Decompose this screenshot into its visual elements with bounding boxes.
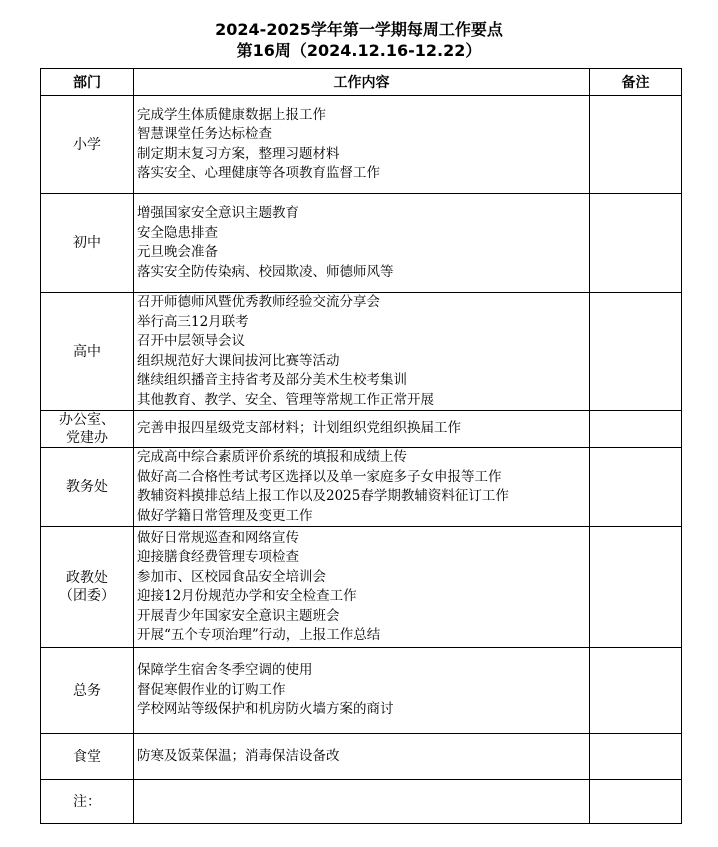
table-row bbox=[41, 194, 682, 293]
table-row bbox=[41, 448, 682, 527]
content-cell bbox=[134, 96, 590, 194]
work-item: 其他教育、教学、安全、管理等常规工作正常开展 bbox=[137, 391, 434, 408]
weekly-work-table bbox=[40, 68, 682, 824]
work-item: 开展“五个专项治理”行动，上报工作总结 bbox=[137, 627, 381, 643]
work-item: 召开中层领导会议 bbox=[137, 333, 245, 349]
dept-label: 总务 bbox=[73, 682, 101, 699]
dept-label: 办公室、 bbox=[59, 412, 115, 428]
content-cell bbox=[134, 293, 590, 411]
work-item: 召开师德师风暨优秀教师经验交流分享会 bbox=[137, 294, 380, 310]
work-item: 举行高三12月联考 bbox=[137, 313, 249, 330]
work-item: 教辅资料摸排总结上报工作以及2025春学期教辅资料征订工作 bbox=[137, 488, 509, 504]
work-item: 迎接12月份规范办学和安全检查工作 bbox=[137, 588, 357, 604]
work-item: 继续组织播音主持省考及部分美术生校考集训 bbox=[137, 372, 407, 388]
work-item: 督促寒假作业的订购工作 bbox=[137, 681, 286, 698]
work-item: 防寒及饭菜保温；消毒保洁设备改 bbox=[137, 747, 340, 764]
table-header-row bbox=[41, 69, 682, 96]
work-item: 做好日常规巡查和网络宣传 bbox=[137, 529, 299, 546]
note-cell bbox=[590, 194, 682, 293]
table-row bbox=[41, 411, 682, 448]
note-cell bbox=[590, 648, 682, 734]
header-content: 工作内容 bbox=[134, 69, 590, 96]
dept-label: 高中 bbox=[73, 343, 101, 360]
work-item: 完成学生体质健康数据上报工作 bbox=[137, 106, 326, 123]
dept-label: 初中 bbox=[73, 235, 101, 251]
content-cell bbox=[134, 734, 590, 780]
table-row bbox=[41, 96, 682, 194]
content-cell bbox=[134, 780, 590, 824]
dept-label: 政教处 bbox=[66, 570, 108, 586]
note-cell bbox=[590, 780, 682, 824]
note-cell bbox=[590, 411, 682, 448]
work-item: 安全隐患排查 bbox=[137, 224, 218, 241]
content-cell bbox=[134, 194, 590, 293]
content-cell bbox=[134, 448, 590, 527]
header-dept: 部门 bbox=[41, 69, 134, 96]
dept-cell bbox=[41, 734, 134, 780]
content-cell bbox=[134, 648, 590, 734]
dept-cell bbox=[41, 293, 134, 411]
dept-label: 小学 bbox=[73, 136, 101, 153]
work-item: 落实安全防传染病、校园欺凌、师德师风等 bbox=[137, 263, 394, 280]
work-item: 组织规范好大课间拔河比赛等活动 bbox=[137, 352, 340, 369]
week-subtitle: 第16周（2024.12.16-12.22） bbox=[236, 41, 482, 60]
work-item: 制定期末复习方案，整理习题材料 bbox=[137, 145, 340, 162]
note-cell bbox=[590, 96, 682, 194]
work-item: 学校网站等级保护和机房防火墙方案的商讨 bbox=[137, 701, 394, 718]
note-cell bbox=[590, 527, 682, 648]
dept-label: 教务处 bbox=[66, 479, 108, 495]
work-item: 做好高二合格性考试考区选择以及单一家庭多子女申报等工作 bbox=[137, 468, 502, 485]
dept-cell bbox=[41, 194, 134, 293]
dept-cell bbox=[41, 96, 134, 194]
dept-cell bbox=[41, 780, 134, 824]
dept-cell bbox=[41, 527, 134, 648]
note-cell bbox=[590, 734, 682, 780]
work-item: 完善申报四星级党支部材料；计划组织党组织换届工作 bbox=[137, 420, 461, 437]
work-item: 开展青少年国家安全意识主题班会 bbox=[137, 607, 340, 624]
work-item: 智慧课堂任务达标检查 bbox=[137, 126, 272, 142]
table-row bbox=[41, 780, 682, 824]
work-item: 完成高中综合素质评价系统的填报和成绩上传 bbox=[137, 449, 407, 465]
table-row bbox=[41, 734, 682, 780]
note-cell bbox=[590, 293, 682, 411]
table-row bbox=[41, 527, 682, 648]
dept-cell bbox=[41, 648, 134, 734]
document-title: 2024-2025学年第一学期每周工作要点 bbox=[215, 20, 503, 39]
work-item: 元旦晚会准备 bbox=[137, 244, 218, 260]
work-item: 参加市、区校园食品安全培训会 bbox=[137, 568, 326, 585]
table-row bbox=[41, 293, 682, 411]
work-item: 落实安全、心理健康等各项教育监督工作 bbox=[137, 165, 380, 181]
dept-cell bbox=[41, 448, 134, 527]
table-row bbox=[41, 648, 682, 734]
work-item: 保障学生宿舍冬季空调的使用 bbox=[137, 662, 313, 679]
dept-label: 食堂 bbox=[73, 748, 101, 765]
dept-cell bbox=[41, 411, 134, 448]
work-item: 增强国家安全意识主题教育 bbox=[137, 205, 299, 221]
note-cell bbox=[590, 448, 682, 527]
work-item: 迎接膳食经费管理专项检查 bbox=[137, 549, 299, 565]
dept-label: 注： bbox=[73, 793, 101, 810]
content-cell bbox=[134, 527, 590, 648]
dept-label: （团委） bbox=[59, 588, 115, 604]
header-note: 备注 bbox=[590, 69, 682, 96]
content-cell bbox=[134, 411, 590, 448]
dept-label: 党建办 bbox=[66, 430, 108, 446]
work-item: 做好学籍日常管理及变更工作 bbox=[137, 507, 313, 524]
